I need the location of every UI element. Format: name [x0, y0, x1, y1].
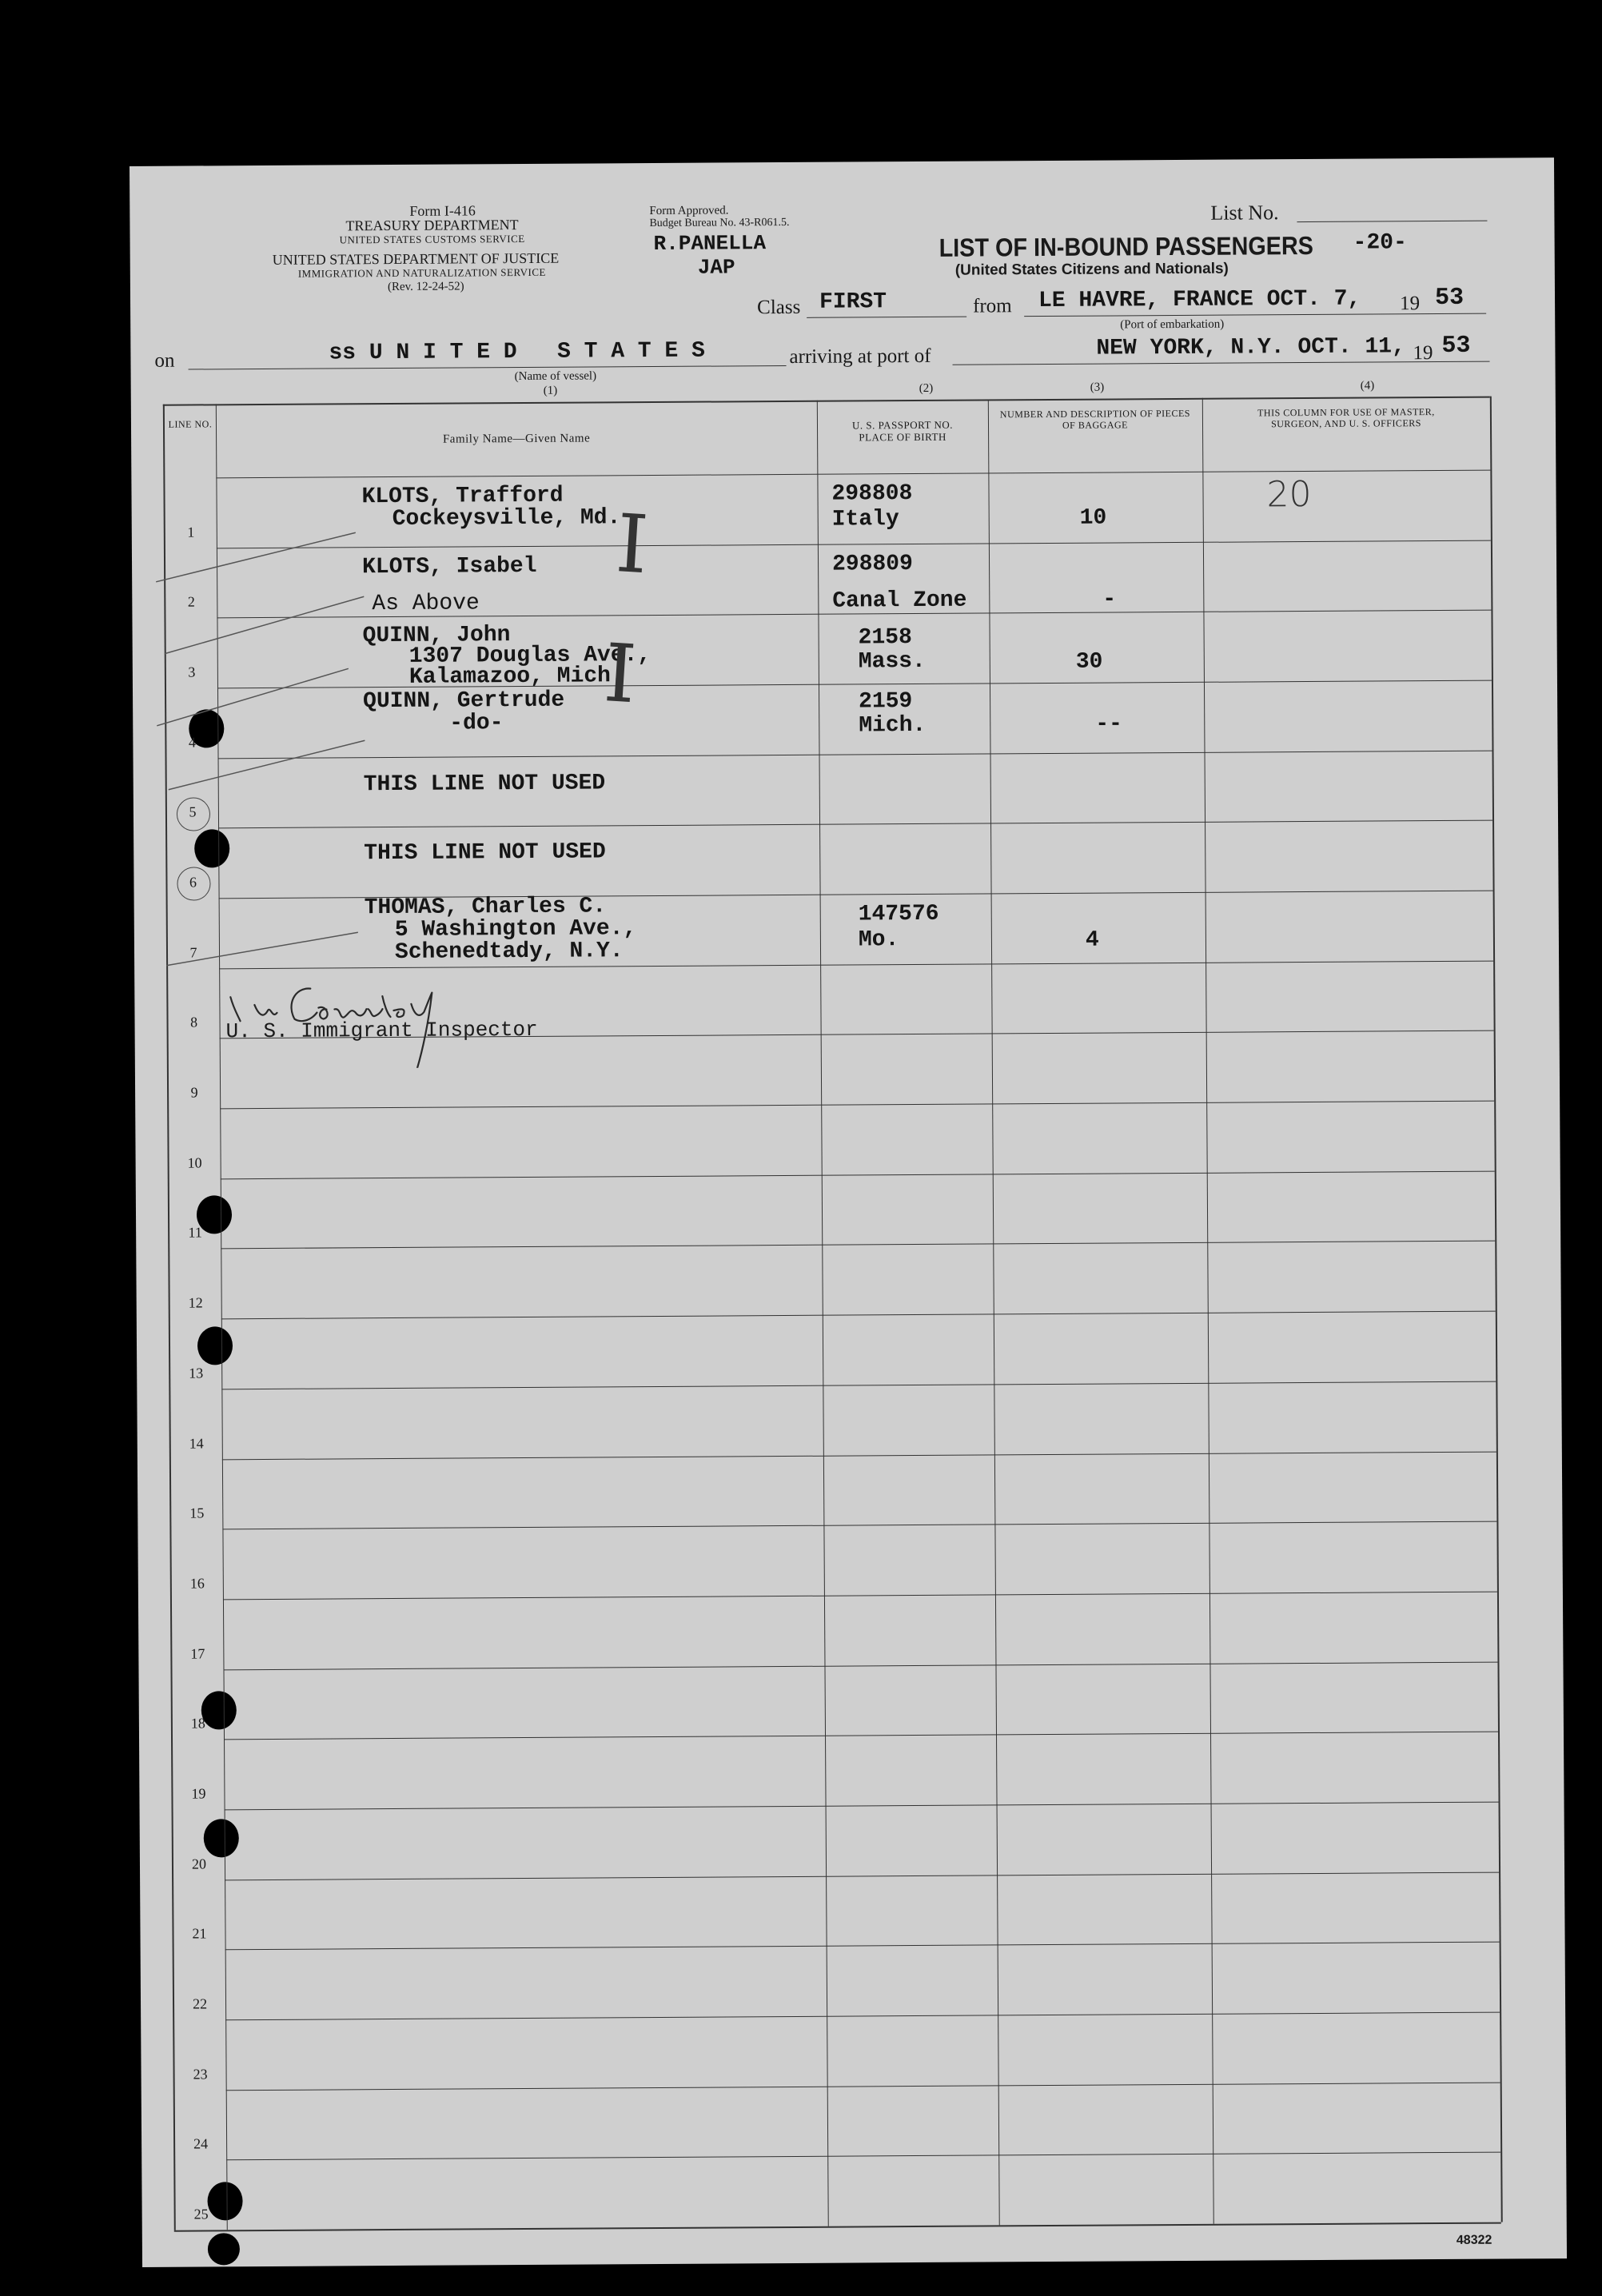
inspector-title: U. S. Immigrant Inspector	[225, 1017, 538, 1044]
line-number: 22	[192, 1995, 208, 2012]
footer-code: 48322	[1456, 2233, 1492, 2247]
tally-mark-1: I	[613, 496, 652, 592]
officer-stamp-initials: JAP	[697, 255, 735, 280]
line-number: 11	[188, 1224, 202, 1242]
punch-hole	[208, 2233, 240, 2265]
column-number-4: (4)	[1360, 379, 1375, 393]
baggage-column-header: NUMBER AND DESCRIPTION OF PIECES OF BAGGAGE	[999, 407, 1190, 431]
naturalization-service: IMMIGRATION AND NATURALIZATION SERVICE	[297, 265, 546, 280]
line-number: 9	[190, 1084, 198, 1101]
row-divider	[224, 1732, 1498, 1740]
row4-passport: 2159	[859, 689, 913, 715]
row3-address-2: Kalamazoo, Mich.	[408, 664, 624, 690]
row-divider	[217, 540, 1491, 548]
row-divider	[218, 750, 1492, 759]
row7-passport: 147576	[858, 901, 939, 927]
customs-service: UNITED STATES CUSTOMS SERVICE	[339, 232, 525, 246]
from-year: 53	[1434, 284, 1465, 313]
table-top	[163, 397, 1490, 406]
line-number: 4	[188, 734, 196, 751]
line-number: 13	[189, 1365, 204, 1381]
row-divider	[226, 2152, 1500, 2161]
line-number: 23	[193, 2066, 208, 2083]
port-of-embarkation-caption: (Port of embarkation)	[1120, 317, 1225, 332]
row1-name: KLOTS, Trafford	[361, 483, 564, 510]
row-divider	[223, 1661, 1497, 1670]
treasury-department: TREASURY DEPARTMENT	[345, 217, 519, 234]
tally-mark-2: I	[601, 626, 640, 722]
row2-passport: 298809	[831, 552, 913, 577]
punch-hole	[204, 1819, 239, 1857]
row7-address-2: Schenedtady, N.Y.	[394, 939, 624, 965]
line-number: 14	[189, 1434, 204, 1452]
row-divider	[225, 1942, 1500, 1951]
line-number: 25	[193, 2206, 209, 2222]
row1-birthplace: Italy	[831, 507, 899, 532]
row-divider	[222, 1521, 1496, 1530]
row-divider	[221, 1170, 1495, 1179]
row-divider	[225, 1801, 1499, 1810]
line-number: 20	[191, 1856, 207, 1872]
line-number: 15	[189, 1505, 205, 1521]
on-label: on	[154, 349, 175, 372]
revision-date: (Rev. 12-24-52)	[387, 280, 464, 294]
line-number: 8	[189, 1014, 198, 1030]
row-divider	[225, 1871, 1499, 1880]
line-number: 19	[191, 1785, 206, 1802]
row4-address: -do-	[449, 711, 504, 736]
row-divider	[221, 1241, 1495, 1250]
line-number: 16	[189, 1575, 205, 1592]
list-no-underline	[1297, 221, 1487, 222]
line-number: 6	[189, 874, 197, 891]
arrival-port: NEW YORK, N.Y. OCT. 11,	[1096, 334, 1405, 361]
from-year-prefix: 19	[1399, 293, 1421, 315]
budget-bureau: Budget Bureau No. 43-R061.5.	[649, 216, 790, 230]
row6-not-used: THIS LINE NOT USED	[364, 839, 606, 867]
line-number: 5	[189, 803, 197, 820]
line-number: 3	[188, 664, 196, 680]
row4-birthplace: Mich.	[859, 712, 927, 739]
table-right	[1490, 397, 1503, 2222]
row-divider	[223, 1591, 1497, 1600]
line-number: 24	[193, 2135, 209, 2152]
row2-address: As Above	[372, 591, 480, 617]
form-number: Form I-416	[409, 202, 476, 219]
class-value: FIRST	[819, 289, 887, 315]
row7-name: THOMAS, Charles C.	[364, 894, 607, 921]
list-number: -20-	[1353, 230, 1407, 256]
arrival-year-prefix: 19	[1413, 342, 1433, 365]
line-number: 7	[189, 944, 197, 961]
col-divider-3	[988, 399, 1000, 2225]
form-approved: Form Approved.	[649, 204, 729, 218]
column-number-1: (1)	[543, 384, 558, 397]
row3-birthplace: Mass.	[858, 648, 926, 675]
row-divider	[221, 1381, 1496, 1389]
row1-baggage: 10	[1079, 505, 1107, 531]
port-of-embarkation: LE HAVRE, FRANCE OCT. 7,	[1038, 286, 1361, 314]
row2-birthplace: Canal Zone	[832, 588, 967, 614]
line-number: 2	[187, 593, 195, 610]
row1-passport: 298808	[831, 481, 913, 507]
arrival-underline	[953, 361, 1490, 365]
row-divider	[226, 2082, 1500, 2091]
row4-baggage: --	[1095, 712, 1122, 737]
row2-baggage: -	[1102, 587, 1117, 612]
name-column-header: Family Name—Given Name	[442, 432, 591, 446]
vessel-underline	[189, 365, 787, 370]
list-no-label: List No.	[1210, 201, 1279, 225]
justice-department: UNITED STATES DEPARTMENT OF JUSTICE	[272, 249, 560, 268]
line-number: 17	[190, 1645, 205, 1662]
col-divider-2	[817, 401, 829, 2226]
from-label: from	[973, 295, 1012, 317]
punch-hole	[197, 1326, 233, 1365]
row7-birthplace: Mo.	[858, 927, 899, 953]
table-bottom	[174, 2222, 1501, 2232]
row-divider	[218, 820, 1492, 829]
passport-column-header: U. S. PASSPORT NO. PLACE OF BIRTH	[851, 418, 954, 444]
arrival-year: 53	[1441, 332, 1471, 360]
column-number-2: (2)	[919, 381, 934, 395]
row2-name: KLOTS, Isabel	[361, 553, 537, 580]
line-no-header: LINE NO.	[168, 418, 213, 430]
row1-address: Cockeysville, Md.	[392, 505, 621, 532]
check-strokes	[147, 484, 390, 982]
row4-name: QUINN, Gertrude	[363, 688, 565, 715]
officer-stamp-name: R.PANELLA	[653, 231, 767, 256]
row3-name: QUINN, John	[362, 623, 511, 649]
row7-baggage: 4	[1085, 927, 1099, 953]
vessel-caption: (Name of vessel)	[514, 369, 597, 384]
class-underline	[807, 317, 966, 318]
column-number-3: (3)	[1090, 381, 1105, 394]
row3-address-1: 1307 Douglas Ave.,	[408, 643, 652, 669]
col-divider-4	[1202, 398, 1214, 2224]
line-number: 18	[190, 1715, 205, 1732]
form-subtitle: (United States Citizens and Nationals)	[954, 260, 1229, 279]
row-divider	[220, 1101, 1494, 1110]
row5-not-used: THIS LINE NOT USED	[363, 771, 606, 798]
passenger-list-form	[130, 157, 1567, 2267]
form-title: LIST OF IN-BOUND PASSENGERS	[938, 230, 1314, 262]
row-lines	[130, 157, 1554, 166]
officers-column-header: THIS COLUMN FOR USE OF MASTER, SURGEON, AND U. S. OFFICERS	[1257, 406, 1435, 430]
line-number: 1	[187, 524, 195, 540]
arriving-label: arriving at port of	[789, 345, 931, 368]
row3-passport: 2158	[858, 625, 912, 651]
row-divider	[225, 2012, 1500, 2021]
row-divider	[221, 1311, 1496, 1320]
class-label: Class	[757, 296, 801, 319]
row1-officer-note: 20	[1266, 473, 1312, 516]
line-number: 21	[192, 1925, 207, 1942]
line-number: 12	[188, 1294, 203, 1311]
row-divider	[222, 1451, 1496, 1460]
line-number: 10	[187, 1154, 202, 1171]
vessel-name: ss U N I T E D S T A T E S	[329, 338, 706, 366]
row3-baggage: 30	[1075, 649, 1103, 675]
row7-address-1: 5 Washington Ave.,	[394, 916, 637, 943]
